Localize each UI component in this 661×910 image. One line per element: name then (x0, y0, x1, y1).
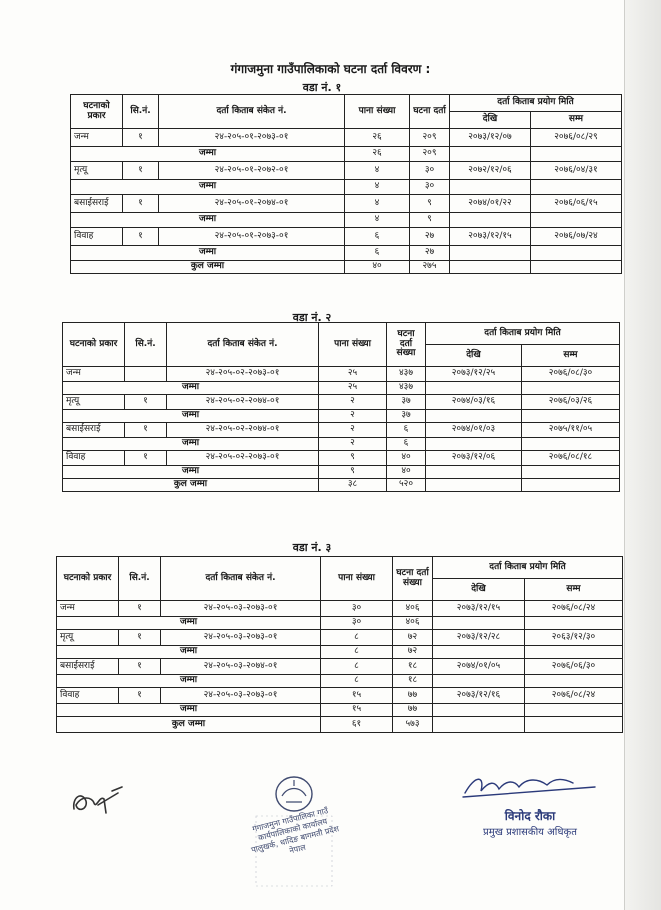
event-count: ९ (410, 195, 450, 213)
col-header-code: दर्ता किताब संकेत नं. (159, 95, 345, 129)
register-code: २४-२०५-०१-२०७३-०१ (159, 129, 345, 147)
event-type: मृत्यू (71, 162, 123, 180)
subtotal-label: जम्मा (63, 410, 319, 423)
serial-number: १ (123, 195, 159, 213)
subtotal-row (57, 675, 623, 688)
event-count: २७ (410, 228, 450, 246)
table-row (57, 630, 623, 646)
table-row (57, 659, 623, 675)
event-type: विवाह (71, 228, 123, 246)
register-code: २४-२०५-०३-२०७३-०१ (161, 601, 321, 617)
col-header-to: सम्म (522, 345, 620, 367)
date-from: २०७४/०१/२२ (450, 195, 531, 213)
subtotal-events: १८ (393, 675, 433, 688)
table-row (71, 129, 622, 147)
register-code: २४-२०५-०१-२०७२-०१ (159, 162, 345, 180)
table-row (71, 195, 622, 213)
subtotal-pages: २ (319, 410, 387, 423)
page-count: २ (319, 395, 387, 410)
page-count: ८ (321, 659, 393, 675)
subtotal-row (71, 180, 622, 195)
serial-number: १ (119, 659, 161, 675)
event-count: ३७ (387, 395, 426, 410)
register-code: २४-२०५-०३-२०७४-०१ (161, 659, 321, 675)
ward-1-table (70, 94, 622, 274)
subtotal-row (63, 382, 620, 395)
date-to: २०७६/०३/२६ (522, 395, 620, 410)
page-count: ९ (319, 451, 387, 466)
event-type: विवाह (57, 688, 119, 704)
subtotal-label: जम्मा (71, 147, 345, 162)
serial-number: १ (119, 688, 161, 704)
subtotal-events: ३७ (387, 410, 426, 423)
subtotal-row (57, 704, 623, 717)
col-header-type: घटनाको प्रकार (57, 557, 119, 601)
signature-block (455, 773, 605, 838)
event-type: मृत्यू (57, 630, 119, 646)
subtotal-pages: १५ (321, 704, 393, 717)
date-from: २०७३/१२/१५ (450, 228, 531, 246)
signature-mark (455, 773, 605, 799)
date-from: २०७४/०१/०३ (426, 423, 522, 438)
subtotal-row (71, 213, 622, 228)
col-header-type: घटनाको प्रकार (63, 323, 125, 367)
total-row (63, 479, 620, 492)
date-to: २०७६/०८/१८ (522, 451, 620, 466)
register-code: २४-२०५-०२-२०७४-०१ (167, 423, 319, 438)
col-header-events: घटना दर्ता संख्या (387, 323, 426, 367)
subtotal-label: जम्मा (63, 466, 319, 479)
register-code: २४-२०५-०१-२०७४-०१ (159, 195, 345, 213)
serial-number: १ (123, 162, 159, 180)
event-type: बसाईसराई (71, 195, 123, 213)
page-count: ४ (345, 195, 410, 213)
subtotal-pages: ४ (345, 213, 410, 228)
subtotal-label: जम्मा (63, 438, 319, 451)
page-count: ६ (345, 228, 410, 246)
col-header-usage-date: दर्ता किताब प्रयोग मिति (426, 323, 620, 345)
col-header-serial: सि.नं. (125, 323, 167, 367)
col-header-from: देखि (426, 345, 522, 367)
ward-3-heading: वडा नं. ३ (292, 541, 332, 554)
total-pages: ४० (345, 261, 410, 274)
serial-number: १ (125, 395, 167, 410)
date-from: २०७३/१२/२५ (426, 367, 522, 382)
subtotal-events: २०९ (410, 147, 450, 162)
col-header-serial: सि.नं. (119, 557, 161, 601)
event-count: ४० (387, 451, 426, 466)
signatory-role: प्रमुख प्रशासकीय अधिकृत (483, 827, 577, 838)
event-count: ४०६ (393, 601, 433, 617)
col-header-code: दर्ता किताब संकेत नं. (161, 557, 321, 601)
table-row (63, 367, 620, 382)
table-row (71, 228, 622, 246)
table-row (63, 395, 620, 410)
register-code: २४-२०५-०१-२०७३-०१ (159, 228, 345, 246)
subtotal-pages: २६ (345, 147, 410, 162)
event-count: ६ (387, 423, 426, 438)
table-row (57, 601, 623, 617)
subtotal-label: जम्मा (71, 180, 345, 195)
page-count: २ (319, 423, 387, 438)
event-type: जन्म (71, 129, 123, 147)
total-pages: ३८ (319, 479, 387, 492)
initial-signature (68, 783, 128, 823)
ward-3-table (56, 556, 623, 733)
subtotal-row (71, 147, 622, 162)
page-count: १५ (321, 688, 393, 704)
event-count: २०९ (410, 129, 450, 147)
register-code: २४-२०५-०२-२०७३-०१ (167, 451, 319, 466)
subtotal-events: २७ (410, 246, 450, 261)
total-row (57, 717, 623, 733)
event-count: १८ (393, 659, 433, 675)
col-header-to: सम्म (531, 112, 622, 129)
subtotal-row (71, 246, 622, 261)
subtotal-events: ४०६ (393, 617, 433, 630)
serial-number (125, 367, 167, 382)
total-pages: ६१ (321, 717, 393, 733)
event-count: ७७ (393, 688, 433, 704)
date-to: २०७६/०६/३० (525, 659, 623, 675)
subtotal-row (57, 646, 623, 659)
date-from: २०७३/१२/०६ (426, 451, 522, 466)
subtotal-label: जम्मा (71, 246, 345, 261)
total-label: कुल जम्मा (71, 261, 345, 274)
date-from: २०७४/०३/१६ (426, 395, 522, 410)
table-row (63, 451, 620, 466)
date-from: २०७२/१२/०६ (450, 162, 531, 180)
register-code: २४-२०५-०२-२०७३-०१ (167, 367, 319, 382)
col-header-usage-date: दर्ता किताब प्रयोग मिति (433, 557, 623, 579)
subtotal-events: ७७ (393, 704, 433, 717)
col-header-events: घटना दर्ता संख्या (393, 557, 433, 601)
page-count: ४ (345, 162, 410, 180)
paper-fold-shadow (624, 0, 661, 910)
table-row (71, 162, 622, 180)
ward-2-table (62, 322, 620, 492)
date-to: २०७६/०८/२४ (525, 688, 623, 704)
event-type: विवाह (63, 451, 125, 466)
ward-1-heading: वडा नं. १ (302, 81, 342, 94)
col-header-pages: पाना संख्या (319, 323, 387, 367)
table-row (57, 688, 623, 704)
subtotal-pages: २५ (319, 382, 387, 395)
signatory-name: विनोद रौका (504, 809, 556, 823)
event-type: बसाईसराई (63, 423, 125, 438)
total-label: कुल जम्मा (63, 479, 319, 492)
event-count: ४३७ (387, 367, 426, 382)
subtotal-label: जम्मा (57, 675, 321, 688)
date-to: २०७५/११/०५ (522, 423, 620, 438)
subtotal-events: ४० (387, 466, 426, 479)
page-count: २६ (345, 129, 410, 147)
subtotal-events: ६ (387, 438, 426, 451)
seal-text: गंगाजमुना गाउँपालिका गाउँ कार्यपालिकाको कार्यालय पालुखर्क, धादिङ बागमती प्रदेश नेपाल (250, 806, 340, 856)
subtotal-pages: २ (319, 438, 387, 451)
col-header-type: घटनाको प्रकार (71, 95, 123, 129)
subtotal-label: जम्मा (57, 617, 321, 630)
subtotal-events: ७२ (393, 646, 433, 659)
subtotal-pages: ८ (321, 675, 393, 688)
serial-number: १ (123, 129, 159, 147)
serial-number: १ (119, 601, 161, 617)
subtotal-label: जम्मा (57, 646, 321, 659)
table-row (63, 423, 620, 438)
date-from: २०७३/१२/१६ (433, 688, 525, 704)
subtotal-pages: ९ (319, 466, 387, 479)
date-to: २०७६/०७/२४ (531, 228, 622, 246)
subtotal-events: ९ (410, 213, 450, 228)
event-type: जन्म (63, 367, 125, 382)
subtotal-row (63, 466, 620, 479)
page-count: २५ (319, 367, 387, 382)
total-row (71, 261, 622, 274)
total-events: २७५ (410, 261, 450, 274)
subtotal-pages: ३० (321, 617, 393, 630)
register-code: २४-२०५-०२-२०७४-०१ (167, 395, 319, 410)
col-header-from: देखि (433, 579, 525, 601)
date-from: २०७३/१२/१५ (433, 601, 525, 617)
register-code: २४-२०५-०३-२०७३-०१ (161, 630, 321, 646)
subtotal-pages: ६ (345, 246, 410, 261)
col-header-to: सम्म (525, 579, 623, 601)
date-to: २०७६/०८/२४ (525, 601, 623, 617)
event-type: मृत्यू (63, 395, 125, 410)
date-to: २०७६/०६/१५ (531, 195, 622, 213)
subtotal-label: जम्मा (71, 213, 345, 228)
col-header-from: देखि (450, 112, 531, 129)
subtotal-events: ३० (410, 180, 450, 195)
subtotal-row (57, 617, 623, 630)
date-to: २०७६/०८/२९ (531, 129, 622, 147)
subtotal-events: ४३७ (387, 382, 426, 395)
document-title: गंगाजमुना गाउँपालिकाको घटना दर्ता विवरण : (230, 62, 431, 76)
date-to: २०७६/०४/३१ (531, 162, 622, 180)
col-header-pages: पाना संख्या (321, 557, 393, 601)
subtotal-pages: ४ (345, 180, 410, 195)
date-from: २०७३/१२/२८ (433, 630, 525, 646)
serial-number: १ (123, 228, 159, 246)
date-to: २०७६/०८/३० (522, 367, 620, 382)
page-count: ८ (321, 630, 393, 646)
subtotal-row (63, 438, 620, 451)
serial-number: १ (119, 630, 161, 646)
date-from: २०७४/०१/०५ (433, 659, 525, 675)
event-type: बसाईसराई (57, 659, 119, 675)
subtotal-label: जम्मा (63, 382, 319, 395)
subtotal-row (63, 410, 620, 423)
event-type: जन्म (57, 601, 119, 617)
subtotal-pages: ८ (321, 646, 393, 659)
page-count: ३० (321, 601, 393, 617)
ward-2-heading: वडा नं. २ (292, 311, 332, 324)
event-count: ३० (410, 162, 450, 180)
col-header-code: दर्ता किताब संकेत नं. (167, 323, 319, 367)
serial-number: १ (125, 423, 167, 438)
event-count: ७२ (393, 630, 433, 646)
total-events: ५७३ (393, 717, 433, 733)
serial-number: १ (125, 451, 167, 466)
total-events: ५२० (387, 479, 426, 492)
date-from: २०७३/१२/०७ (450, 129, 531, 147)
date-to: २०६३/१२/३० (525, 630, 623, 646)
subtotal-label: जम्मा (57, 704, 321, 717)
col-header-pages: पाना संख्या (345, 95, 410, 129)
col-header-usage-date: दर्ता किताब प्रयोग मिति (450, 95, 622, 112)
total-label: कुल जम्मा (57, 717, 321, 733)
col-header-events: घटना दर्ता (410, 95, 450, 129)
col-header-serial: सि.नं. (123, 95, 159, 129)
register-code: २४-२०५-०३-२०७३-०१ (161, 688, 321, 704)
